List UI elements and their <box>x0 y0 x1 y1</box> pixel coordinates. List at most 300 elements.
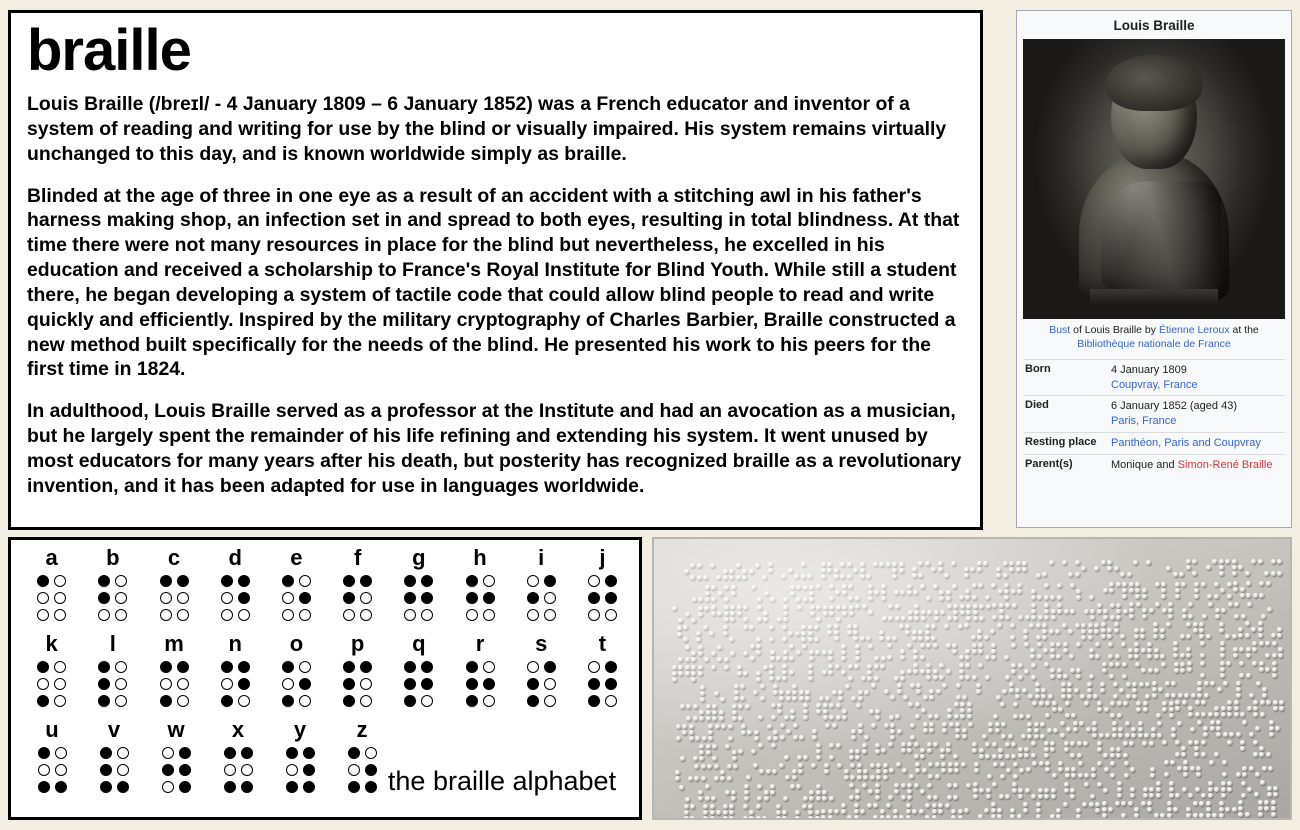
braille-dot-grid <box>341 658 375 709</box>
embossed-dot <box>834 636 839 641</box>
braille-dot-6 <box>605 609 617 621</box>
embossed-dot <box>672 606 677 611</box>
embossed-dot <box>929 728 934 733</box>
embossed-dot <box>897 683 902 688</box>
embossed-dot <box>926 669 931 674</box>
embossed-dot <box>1158 687 1163 692</box>
embossed-dot <box>757 597 762 602</box>
embossed-dot <box>1249 693 1254 698</box>
embossed-dot <box>718 591 723 596</box>
embossed-dot <box>829 755 834 760</box>
infobox-caption <box>1025 324 1283 352</box>
embossed-dot <box>923 722 928 727</box>
embossed-dot <box>1044 794 1049 799</box>
embossed-dot <box>742 569 747 574</box>
embossed-dot <box>1259 752 1264 757</box>
embossed-dot <box>1088 623 1093 628</box>
embossed-dot <box>827 630 832 635</box>
braille-dot-5 <box>98 695 110 707</box>
braille-dot-grid <box>221 744 255 795</box>
embossed-dot <box>1104 767 1109 772</box>
embossed-dot <box>993 714 998 719</box>
embossed-dot <box>749 810 754 815</box>
embossed-dot <box>1073 727 1078 732</box>
born-place[interactable]: Coupvray, France <box>1111 378 1198 391</box>
braille-dot-1 <box>162 747 174 759</box>
braille-dot-4 <box>299 678 311 690</box>
embossed-dot <box>816 784 821 789</box>
embossed-dot <box>1221 793 1226 798</box>
embossed-dot <box>776 656 781 661</box>
braille-dot-5 <box>527 695 539 707</box>
embossed-dot <box>815 810 820 815</box>
embossed-dot <box>1075 560 1080 565</box>
embossed-dot <box>1206 801 1211 806</box>
embossed-dot <box>1134 642 1139 647</box>
embossed-dot <box>1097 609 1102 614</box>
parent-link-father[interactable]: Simon-René Braille <box>1177 458 1273 471</box>
embossed-dot <box>834 624 839 629</box>
embossed-dot <box>1123 609 1128 614</box>
embossed-dot <box>958 815 963 820</box>
embossed-dot <box>716 575 721 580</box>
embossed-dot <box>932 803 937 808</box>
braille-dot-5 <box>404 695 416 707</box>
embossed-dot <box>711 796 716 801</box>
embossed-dot <box>706 710 711 715</box>
embossed-dot <box>1255 726 1260 731</box>
embossed-dot <box>1100 682 1105 687</box>
embossed-dot <box>808 810 813 815</box>
embossed-dot <box>1272 661 1277 666</box>
braille-dot-2 <box>241 747 253 759</box>
embossed-dot <box>822 790 827 795</box>
embossed-dot <box>773 690 778 695</box>
embossed-dot <box>1065 713 1070 718</box>
embossed-dot <box>783 611 788 616</box>
braille-letter-cell-g <box>388 546 449 632</box>
embossed-dot <box>912 809 917 814</box>
embossed-dot <box>1027 728 1032 733</box>
embossed-dot <box>986 604 991 609</box>
embossed-dot <box>1204 681 1209 686</box>
embossed-dot <box>842 611 847 616</box>
embossed-dot <box>1118 727 1123 732</box>
embossed-dot <box>1258 800 1263 805</box>
embossed-dot <box>918 561 923 566</box>
braille-dot-2 <box>360 661 372 673</box>
embossed-dot <box>953 616 958 621</box>
braille-dot-6 <box>544 695 556 707</box>
embossed-dot <box>801 574 806 579</box>
braille-dot-5 <box>286 781 298 793</box>
embossed-dot <box>1075 572 1080 577</box>
braille-letter-cell-c <box>143 546 204 632</box>
embossed-dot <box>1110 753 1115 758</box>
embossed-dot <box>1040 722 1045 727</box>
embossed-dot <box>1181 582 1186 587</box>
embossed-dot <box>1215 614 1220 619</box>
embossed-dot <box>723 810 728 815</box>
embossed-dot <box>1058 761 1063 766</box>
embossed-dot <box>1132 682 1137 687</box>
embossed-dot <box>926 675 931 680</box>
embossed-dot <box>809 585 814 590</box>
embossed-dot <box>796 597 801 602</box>
embossed-dot <box>900 649 905 654</box>
embossed-dot <box>1227 712 1232 717</box>
embossed-dot <box>868 590 873 595</box>
embossed-dot <box>816 703 821 708</box>
embossed-dot <box>757 605 762 610</box>
embossed-dot <box>770 597 775 602</box>
embossed-dot <box>1025 788 1030 793</box>
embossed-dot <box>1234 712 1239 717</box>
embossed-dot <box>729 637 734 642</box>
embossed-dot <box>769 670 774 675</box>
braille-dot-1 <box>466 661 478 673</box>
embossed-dot <box>1156 793 1161 798</box>
embossed-dot <box>1196 766 1201 771</box>
embossed-dot <box>1001 722 1006 727</box>
embossed-dot <box>1197 681 1202 686</box>
embossed-dot <box>858 729 863 734</box>
caption-link-bust[interactable]: Bust <box>1049 324 1071 336</box>
embossed-dot <box>1134 648 1139 653</box>
braille-dot-5 <box>224 781 236 793</box>
embossed-dot <box>942 722 947 727</box>
embossed-dot <box>935 762 940 767</box>
embossed-dot <box>823 605 828 610</box>
embossed-dot <box>938 567 943 572</box>
embossed-dot <box>974 768 979 773</box>
embossed-dot <box>967 702 972 707</box>
embossed-dot <box>1035 682 1040 687</box>
braille-dot-grid <box>35 744 69 795</box>
embossed-dot <box>1208 787 1213 792</box>
embossed-dot <box>1036 802 1041 807</box>
embossed-dot <box>771 743 776 748</box>
embossed-dot <box>1035 694 1040 699</box>
embossed-dot <box>1050 648 1055 653</box>
embossed-dot <box>1142 594 1147 599</box>
embossed-dot <box>1042 629 1047 634</box>
embossed-dot <box>1057 583 1062 588</box>
caption-link-library[interactable]: Bibliothèque nationale de France <box>1077 337 1231 350</box>
embossed-dot <box>1259 661 1264 666</box>
embossed-dot <box>1044 662 1049 667</box>
embossed-dot <box>1186 813 1191 818</box>
embossed-dot <box>730 651 735 656</box>
embossed-dot <box>689 724 694 729</box>
embossed-dot <box>1192 559 1197 564</box>
embossed-dot <box>1076 808 1081 813</box>
embossed-dot <box>991 649 996 654</box>
embossed-dot <box>1044 595 1049 600</box>
embossed-dot <box>1071 767 1076 772</box>
embossed-dot <box>770 784 775 789</box>
embossed-dot <box>908 616 913 621</box>
embossed-dot <box>700 685 705 690</box>
embossed-dot <box>972 675 977 680</box>
embossed-dot <box>815 816 820 820</box>
embossed-dot <box>1233 653 1238 658</box>
embossed-dot <box>1005 742 1010 747</box>
embossed-dot <box>1212 813 1217 818</box>
embossed-dot <box>870 775 875 780</box>
embossed-dot <box>954 702 959 707</box>
embossed-dot <box>816 617 821 622</box>
embossed-dot <box>1129 614 1134 619</box>
embossed-dot <box>959 675 964 680</box>
embossed-dot <box>693 716 698 721</box>
embossed-dot <box>1200 653 1205 658</box>
embossed-dot <box>1006 768 1011 773</box>
embossed-dot <box>946 643 951 648</box>
embossed-dot <box>1139 682 1144 687</box>
embossed-dot <box>1229 732 1234 737</box>
braille-dot-5 <box>466 609 478 621</box>
embossed-dot <box>1057 603 1062 608</box>
embossed-dot <box>1182 700 1187 705</box>
embossed-dot <box>914 604 919 609</box>
embossed-dot <box>855 644 860 649</box>
embossed-dot <box>1247 602 1252 607</box>
embossed-dot <box>756 637 761 642</box>
braille-dot-3 <box>348 764 360 776</box>
embossed-dot <box>698 645 703 650</box>
embossed-dot <box>834 568 839 573</box>
embossed-dot <box>1010 808 1015 813</box>
embossed-dot <box>732 710 737 715</box>
embossed-dot <box>1222 760 1227 765</box>
embossed-dot <box>1170 760 1175 765</box>
embossed-dot <box>1038 615 1043 620</box>
braille-letter-cell-w <box>145 718 207 804</box>
embossed-dot <box>899 624 904 629</box>
embossed-dot <box>782 670 787 675</box>
embossed-dot <box>1102 668 1107 673</box>
embossed-dot <box>743 671 748 676</box>
caption-link-sculptor[interactable]: Étienne Leroux <box>1158 324 1230 336</box>
embossed-dot <box>772 769 777 774</box>
embossed-dot <box>784 715 789 720</box>
embossed-dot <box>816 605 821 610</box>
braille-dot-4 <box>421 678 433 690</box>
embossed-dot <box>1031 615 1036 620</box>
embossed-dot <box>1183 766 1188 771</box>
embossed-dot <box>782 637 787 642</box>
embossed-dot <box>1180 668 1185 673</box>
embossed-dot <box>1232 807 1237 812</box>
embossed-dot <box>1119 688 1124 693</box>
embossed-dot <box>1271 806 1276 811</box>
embossed-dot <box>773 684 778 689</box>
embossed-dot <box>951 815 956 820</box>
embossed-dot <box>1233 647 1238 652</box>
embossed-dot <box>1129 608 1134 613</box>
embossed-dot <box>914 610 919 615</box>
embossed-dot <box>816 749 821 754</box>
embossed-dot <box>910 735 915 740</box>
embossed-dot <box>848 664 853 669</box>
page-title: braille <box>27 18 191 83</box>
bust-base <box>1090 289 1218 305</box>
embossed-dot <box>1149 787 1154 792</box>
braille-dot-4 <box>544 678 556 690</box>
embossed-dot <box>995 722 1000 727</box>
embossed-dot <box>741 724 746 729</box>
embossed-dot <box>854 664 859 669</box>
embossed-dot <box>1073 721 1078 726</box>
embossed-dot <box>785 775 790 780</box>
embossed-dot <box>776 676 781 681</box>
embossed-dot <box>862 604 867 609</box>
embossed-dot <box>1074 688 1079 693</box>
embossed-dot <box>1156 781 1161 786</box>
embossed-dot <box>1031 741 1036 746</box>
embossed-dot <box>1047 728 1052 733</box>
embossed-dot <box>914 783 919 788</box>
braille-dot-3 <box>37 592 49 604</box>
embossed-dot <box>1221 787 1226 792</box>
embossed-dot <box>734 690 739 695</box>
embossed-dot <box>1220 641 1225 646</box>
embossed-dot <box>697 575 702 580</box>
embossed-dot <box>1000 702 1005 707</box>
embossed-dot <box>712 744 717 749</box>
embossed-dot <box>1181 746 1186 751</box>
embossed-dot <box>1246 653 1251 658</box>
embossed-dot <box>770 790 775 795</box>
embossed-dot <box>1011 669 1016 674</box>
embossed-dot <box>679 785 684 790</box>
braille-dot-grid <box>35 572 69 623</box>
embossed-dot <box>934 616 939 621</box>
embossed-dot <box>1233 587 1238 592</box>
braille-dot-2 <box>360 575 372 587</box>
embossed-dot <box>783 597 788 602</box>
embossed-dot <box>900 676 905 681</box>
embossed-dot <box>881 590 886 595</box>
embossed-dot <box>1175 740 1180 745</box>
embossed-dot <box>1071 773 1076 778</box>
embossed-dot <box>801 631 806 636</box>
table-row <box>1023 454 1285 475</box>
embossed-dot <box>1246 593 1251 598</box>
embossed-dot <box>767 736 772 741</box>
braille-dot-3 <box>160 678 172 690</box>
embossed-dot <box>1000 774 1005 779</box>
embossed-dot <box>779 696 784 701</box>
braille-dot-2 <box>54 575 66 587</box>
embossed-dot <box>1238 812 1243 817</box>
embossed-dot <box>1034 728 1039 733</box>
embossed-dot <box>1251 627 1256 632</box>
embossed-dot <box>1188 793 1193 798</box>
infobox-value-born <box>1109 359 1285 396</box>
embossed-dot <box>929 689 934 694</box>
embossed-dot <box>868 789 873 794</box>
embossed-dot <box>808 804 813 809</box>
embossed-dot <box>829 703 834 708</box>
born-date: 4 January 1809 <box>1111 363 1187 376</box>
embossed-dot <box>1004 595 1009 600</box>
braille-dot-1 <box>527 661 539 673</box>
embossed-dot <box>1092 733 1097 738</box>
braille-dot-6 <box>299 695 311 707</box>
embossed-dot <box>896 762 901 767</box>
embossed-dot <box>889 715 894 720</box>
braille-dot-2 <box>299 661 311 673</box>
embossed-dot <box>756 816 761 820</box>
embossed-dot <box>790 784 795 789</box>
embossed-dot <box>1037 642 1042 647</box>
embossed-dot <box>690 816 695 820</box>
embossed-dot <box>926 596 931 601</box>
embossed-dot <box>1186 653 1191 658</box>
embossed-dot <box>1145 682 1150 687</box>
embossed-dot <box>1258 812 1263 817</box>
embossed-dot <box>793 723 798 728</box>
embossed-dot <box>908 702 913 707</box>
embossed-dot <box>1175 752 1180 757</box>
embossed-dot <box>875 715 880 720</box>
embossed-dot <box>1030 648 1035 653</box>
embossed-dot <box>855 650 860 655</box>
embossed-dot <box>1102 662 1107 667</box>
embossed-dot <box>1031 589 1036 594</box>
embossed-dot <box>1013 714 1018 719</box>
died-place[interactable]: Paris, France <box>1111 415 1177 428</box>
braille-letter-cell-x <box>207 718 269 804</box>
embossed-dot <box>1017 583 1022 588</box>
embossed-dot <box>1142 614 1147 619</box>
embossed-dot <box>1052 707 1057 712</box>
embossed-dot <box>977 629 982 634</box>
embossed-dot <box>881 748 886 753</box>
braille-dot-1 <box>286 747 298 759</box>
embossed-dot <box>960 610 965 615</box>
embossed-dot <box>757 796 762 801</box>
embossed-dot <box>1045 713 1050 718</box>
embossed-dot <box>1018 663 1023 668</box>
braille-dot-3 <box>343 592 355 604</box>
embossed-dot <box>1253 712 1258 717</box>
embossed-dot <box>1166 622 1171 627</box>
embossed-dot <box>1067 682 1072 687</box>
embossed-dot <box>821 809 826 814</box>
embossed-dot <box>792 690 797 695</box>
embossed-dot <box>698 671 703 676</box>
embossed-dot <box>731 591 736 596</box>
embossed-dot <box>697 563 702 568</box>
embossed-dot <box>979 754 984 759</box>
embossed-dot <box>783 605 788 610</box>
embossed-dot <box>1168 602 1173 607</box>
braille-dot-4 <box>421 592 433 604</box>
infobox-value-resting-place[interactable]: Panthéon, Paris and Coupvray <box>1109 433 1285 455</box>
embossed-dot <box>1165 681 1170 686</box>
embossed-dot <box>1068 629 1073 634</box>
embossed-dot <box>1092 721 1097 726</box>
braille-dot-2 <box>115 575 127 587</box>
embossed-dot <box>887 655 892 660</box>
embossed-dot <box>1188 706 1193 711</box>
braille-letter-label: b <box>106 545 120 570</box>
embossed-dot <box>1166 566 1171 571</box>
embossed-dot <box>821 562 826 567</box>
